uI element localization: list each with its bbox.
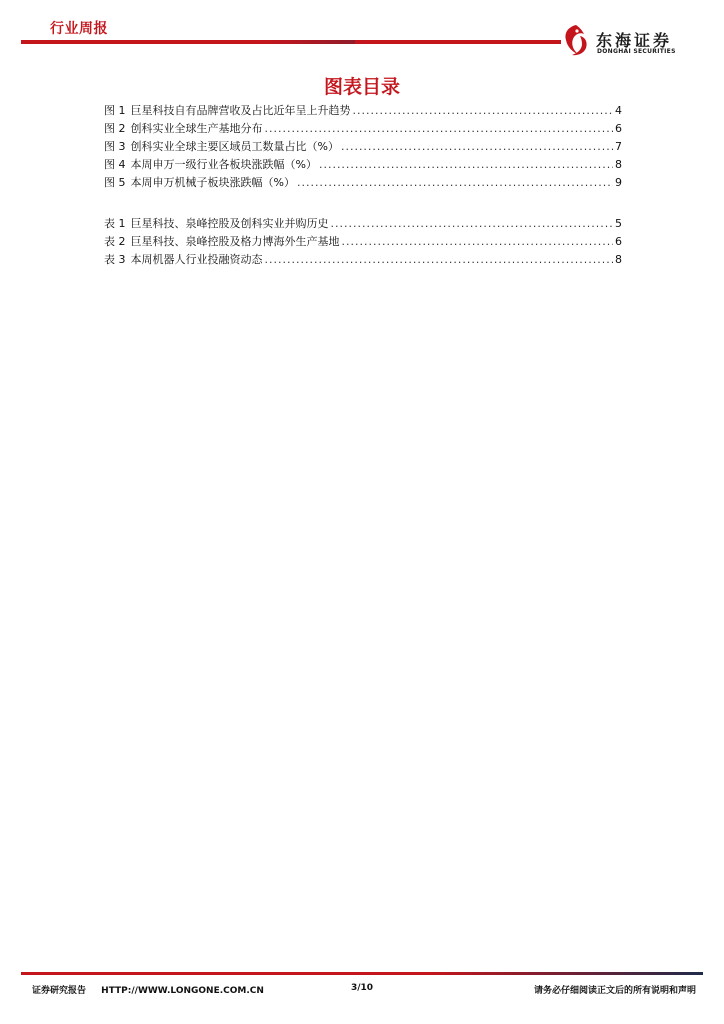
toc-entry-page: 8 <box>615 158 622 171</box>
figure-list <box>104 102 622 192</box>
toc-entry-title: 本周机器人行业投融资动态 <box>130 253 263 266</box>
toc-entry-page: 5 <box>615 217 622 230</box>
footer-website-link[interactable]: HTTP://WWW.LONGONE.COM.CN <box>101 986 264 996</box>
toc-leader-dots <box>331 215 614 233</box>
toc-leader-dots <box>265 120 614 138</box>
toc-entry[interactable] <box>104 138 622 156</box>
footer-report-type: 证券研究报告 <box>32 986 87 996</box>
toc-entry-title: 巨星科技自有品牌营收及占比近年呈上升趋势 <box>130 104 351 117</box>
toc-entry[interactable] <box>104 251 622 269</box>
toc-leader-dots <box>297 174 613 192</box>
toc-entry[interactable] <box>104 102 622 120</box>
toc-entry-number: 图 3 <box>104 140 126 153</box>
toc-entry-number: 图 5 <box>104 176 126 189</box>
toc-entry-title: 本周申万一级行业各板块涨跌幅（%） <box>130 158 317 171</box>
toc-entry-page: 6 <box>615 235 622 248</box>
header-divider-accent <box>355 40 561 44</box>
toc-entry-page: 4 <box>615 104 622 117</box>
toc-entry[interactable] <box>104 215 622 233</box>
logo-chinese-name: 东海证券 <box>596 31 673 50</box>
toc-entry-number: 表 2 <box>104 235 126 248</box>
dragon-emblem-icon <box>560 22 592 58</box>
toc-entry-page: 9 <box>615 176 622 189</box>
toc-leader-dots <box>342 233 614 251</box>
page-title: 图表目录 <box>323 76 400 98</box>
toc-entry-number: 图 2 <box>104 122 126 135</box>
toc-leader-dots <box>353 102 614 120</box>
toc-entry-number: 表 3 <box>104 253 126 266</box>
toc-entry-title: 创科实业全球主要区域员工数量占比（%） <box>130 140 339 153</box>
toc-entry-number: 图 4 <box>104 158 126 171</box>
toc-entry[interactable] <box>104 233 622 251</box>
footer-disclaimer: 请务必仔细阅读正文后的所有说明和声明 <box>533 986 696 996</box>
toc-entry[interactable] <box>104 174 622 192</box>
toc-entry-number: 表 1 <box>104 217 126 230</box>
toc-entry-number: 图 1 <box>104 104 126 117</box>
report-category: 行业周报 <box>50 21 108 37</box>
footer-divider <box>21 972 703 975</box>
toc-leader-dots <box>265 251 614 269</box>
page-number: 3/10 <box>350 983 374 993</box>
toc-entry[interactable] <box>104 156 622 174</box>
toc-entry-title: 创科实业全球生产基地分布 <box>130 122 263 135</box>
toc-entry-title: 巨星科技、泉峰控股及创科实业并购历史 <box>130 217 329 230</box>
toc-entry-page: 7 <box>615 140 622 153</box>
table-list <box>104 215 622 269</box>
toc-entry-title: 巨星科技、泉峰控股及格力博海外生产基地 <box>130 235 340 248</box>
toc-entry-page: 6 <box>615 122 622 135</box>
donghai-logo <box>560 22 705 58</box>
logo-english-name: DONGHAI SECURITIES <box>597 48 676 55</box>
toc-entry-page: 8 <box>615 253 622 266</box>
toc-entry-title: 本周申万机械子板块涨跌幅（%） <box>130 176 295 189</box>
toc-entry[interactable] <box>104 120 622 138</box>
toc-leader-dots <box>319 156 613 174</box>
toc-leader-dots <box>341 138 613 156</box>
